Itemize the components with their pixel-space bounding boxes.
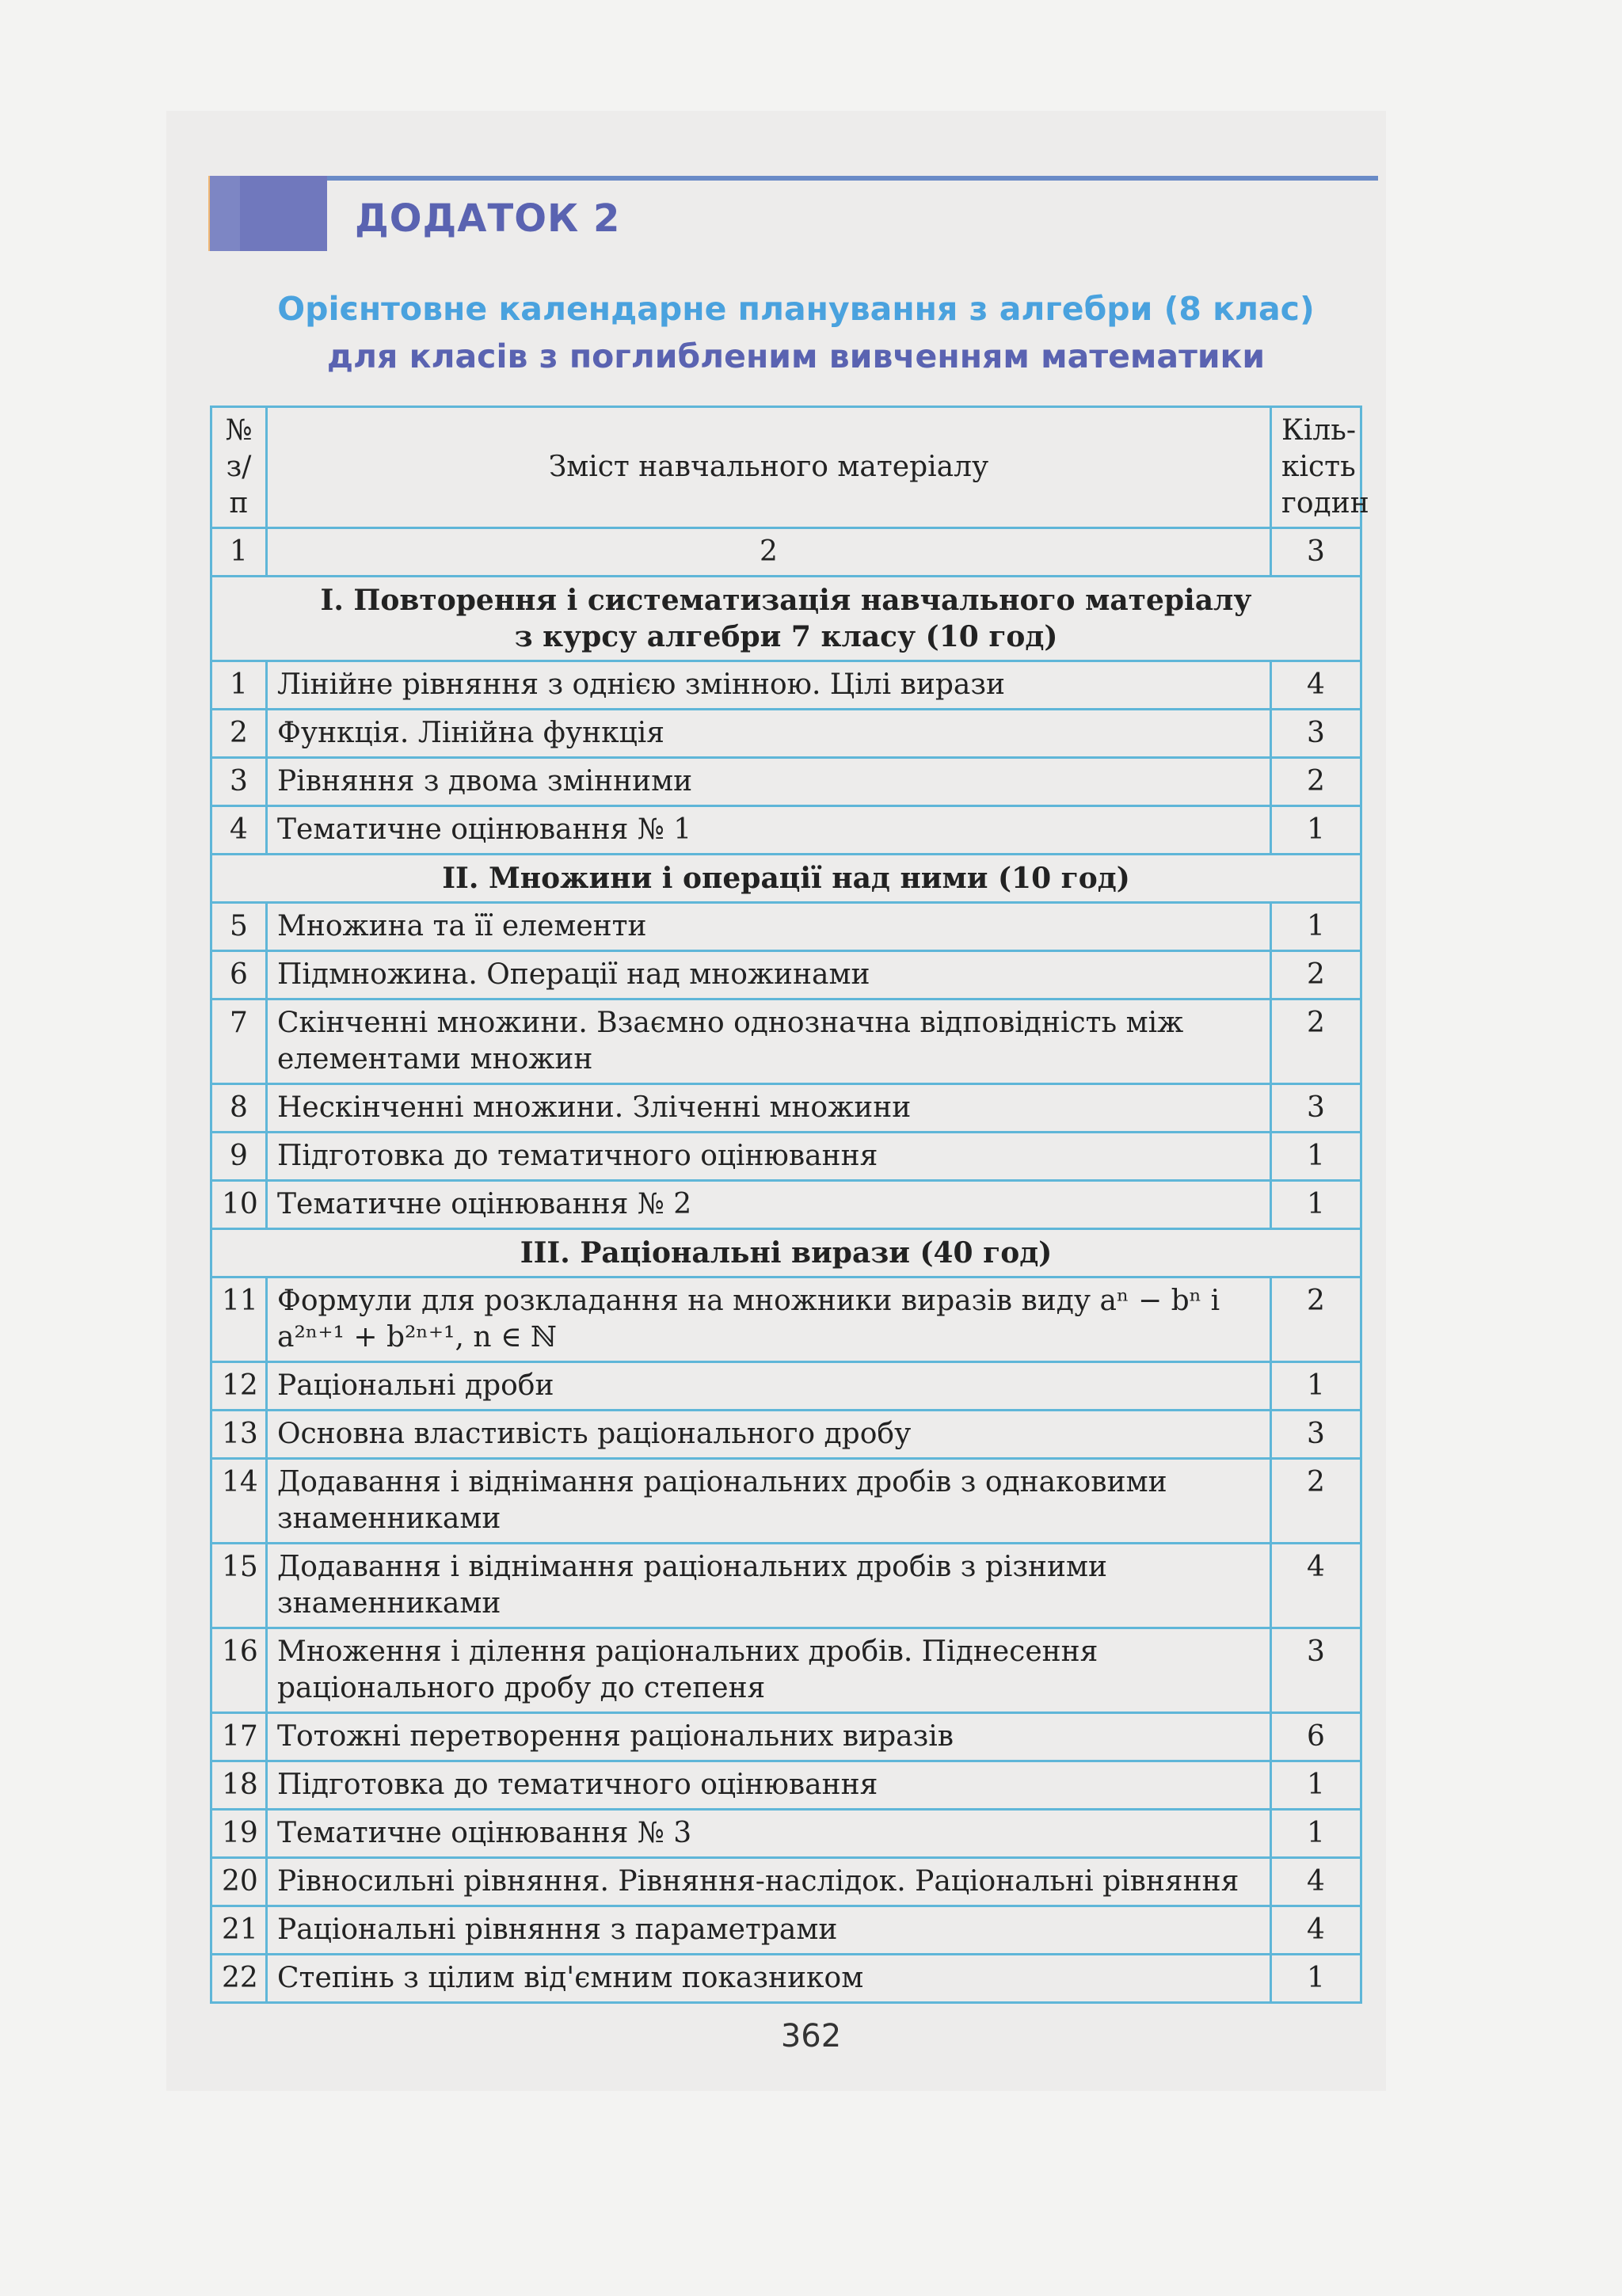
- lesson-hours: 2: [1271, 1000, 1361, 1084]
- lesson-hours: 6: [1271, 1713, 1361, 1761]
- table-row: [211, 1411, 1361, 1459]
- lesson-topic: Множина та її елементи: [267, 903, 1271, 951]
- lesson-hours: 3: [1271, 1628, 1361, 1713]
- page-title: [210, 285, 1382, 380]
- lesson-number: 6: [211, 951, 267, 1000]
- lesson-number: 5: [211, 903, 267, 951]
- lesson-number: 4: [211, 806, 267, 855]
- section-title: [211, 855, 1361, 903]
- table-row: [211, 758, 1361, 806]
- lesson-topic: Скінченні множини. Взаємно однозначна відповідність між елементами множин: [267, 1000, 1271, 1084]
- lesson-hours: 1: [1271, 1761, 1361, 1810]
- lesson-topic: Тематичне оцінювання № 1: [267, 806, 1271, 855]
- table-row: [211, 903, 1361, 951]
- lesson-topic: Лінійне рівняння з однією змінною. Цілі вирази: [267, 661, 1271, 710]
- lesson-hours: 1: [1271, 1181, 1361, 1229]
- table-row: [211, 1362, 1361, 1411]
- lesson-topic: Підготовка до тематичного оцінювання: [267, 1133, 1271, 1181]
- lesson-hours: 3: [1271, 1084, 1361, 1133]
- header-num-line: з/п: [226, 451, 252, 520]
- lesson-topic: Раціональні рівняння з параметрами: [267, 1906, 1271, 1955]
- lesson-number: 7: [211, 1000, 267, 1084]
- column-number: 1: [211, 528, 267, 577]
- lesson-hours: 1: [1271, 1810, 1361, 1858]
- section-row: [211, 1229, 1361, 1277]
- lesson-number: 14: [211, 1459, 267, 1544]
- page-title-line-1: Орієнтовне календарне планування з алгебри (8 клас): [277, 290, 1315, 328]
- lesson-topic: Основна властивість раціонального дробу: [267, 1411, 1271, 1459]
- lesson-topic: Тематичне оцінювання № 2: [267, 1181, 1271, 1229]
- lesson-number: 21: [211, 1906, 267, 1955]
- lesson-topic: Додавання і віднімання раціональних дробів з однаковими знаменниками: [267, 1459, 1271, 1544]
- section-title: [211, 577, 1361, 661]
- section-title-line: з курсу алгебри 7 класу (10 год): [514, 620, 1058, 653]
- section-row: [211, 577, 1361, 661]
- lesson-hours: 2: [1271, 758, 1361, 806]
- table-row: [211, 1181, 1361, 1229]
- lesson-hours: 3: [1271, 710, 1361, 758]
- section-row: [211, 855, 1361, 903]
- lesson-hours: 2: [1271, 951, 1361, 1000]
- lesson-hours: 1: [1271, 1133, 1361, 1181]
- lesson-number: 1: [211, 661, 267, 710]
- lesson-number: 8: [211, 1084, 267, 1133]
- lesson-topic: Рівняння з двома змінними: [267, 758, 1271, 806]
- lesson-hours: 4: [1271, 1858, 1361, 1906]
- lesson-topic: Степінь з цілим від'ємним показником: [267, 1955, 1271, 2003]
- lesson-topic: Множення і ділення раціональних дробів. Піднесення раціонального дробу до степеня: [267, 1628, 1271, 1713]
- lesson-hours: 2: [1271, 1277, 1361, 1362]
- lesson-topic: Рівносильні рівняння. Рівняння-наслідок. Раціональні рівняння: [267, 1858, 1271, 1906]
- lesson-hours: 2: [1271, 1459, 1361, 1544]
- table-row: [211, 710, 1361, 758]
- lesson-hours: 1: [1271, 903, 1361, 951]
- lesson-topic: Тематичне оцінювання № 3: [267, 1810, 1271, 1858]
- lesson-number: 22: [211, 1955, 267, 2003]
- lesson-topic: Формули для розкладання на множники виразів виду aⁿ − bⁿ і a²ⁿ⁺¹ + b²ⁿ⁺¹, n ∈ ℕ: [267, 1277, 1271, 1362]
- table-row: [211, 1133, 1361, 1181]
- lesson-number: 15: [211, 1544, 267, 1628]
- table-row: [211, 1955, 1361, 2003]
- section-title-line: I. Повторення і систематизація навчального матеріалу: [320, 584, 1252, 617]
- lesson-number: 17: [211, 1713, 267, 1761]
- lesson-number: 13: [211, 1411, 267, 1459]
- lesson-topic: Раціональні дроби: [267, 1362, 1271, 1411]
- lesson-number: 18: [211, 1761, 267, 1810]
- table-header-row: [211, 407, 1361, 528]
- table-row: [211, 661, 1361, 710]
- lesson-topic: Функція. Лінійна функція: [267, 710, 1271, 758]
- lesson-hours: 1: [1271, 1362, 1361, 1411]
- lesson-topic: Тотожні перетворення раціональних виразів: [267, 1713, 1271, 1761]
- section-title-line: III. Раціональні вирази (40 год): [520, 1236, 1053, 1270]
- lesson-hours: 1: [1271, 1955, 1361, 2003]
- lesson-hours: 3: [1271, 1411, 1361, 1459]
- lesson-topic: Підмножина. Операції над множинами: [267, 951, 1271, 1000]
- table-row: [211, 1810, 1361, 1858]
- table-row: [211, 1761, 1361, 1810]
- header-hours: [1271, 407, 1369, 528]
- lesson-hours: 1: [1271, 806, 1361, 855]
- table-row: [211, 1858, 1361, 1906]
- table-row: [211, 1713, 1361, 1761]
- lesson-number: 9: [211, 1133, 267, 1181]
- lesson-number: 16: [211, 1628, 267, 1713]
- page-number: 362: [780, 2018, 842, 2054]
- page-title-line-2: для класів з поглибленим вивченням математики: [326, 337, 1266, 375]
- table-row: [211, 1277, 1361, 1362]
- table-row: [211, 1459, 1361, 1544]
- table-row: [211, 1628, 1361, 1713]
- plan-table: [210, 406, 1369, 2004]
- lesson-number: 11: [211, 1277, 267, 1362]
- header-hours-line: годин: [1281, 487, 1369, 520]
- table-row: [211, 1084, 1361, 1133]
- lesson-number: 10: [211, 1181, 267, 1229]
- lesson-number: 2: [211, 710, 267, 758]
- header-num: [211, 407, 267, 528]
- table-row: [211, 806, 1361, 855]
- appendix-heading: ДОДАТОК 2: [355, 196, 621, 241]
- table-row: [211, 1544, 1361, 1628]
- column-number-row: [211, 528, 1361, 577]
- table-row: [211, 1000, 1361, 1084]
- table-row: [211, 1906, 1361, 1955]
- lesson-hours: 4: [1271, 1906, 1361, 1955]
- column-number: 2: [267, 528, 1271, 577]
- lesson-number: 20: [211, 1858, 267, 1906]
- lesson-topic: Додавання і віднімання раціональних дробів з різними знаменниками: [267, 1544, 1271, 1628]
- header-rule: [327, 176, 1378, 181]
- lesson-number: 19: [211, 1810, 267, 1858]
- section-title-line: II. Множини і операції над ними (10 год): [442, 862, 1130, 895]
- header-block-dark: [240, 176, 327, 251]
- table-row: [211, 951, 1361, 1000]
- lesson-topic: Підготовка до тематичного оцінювання: [267, 1761, 1271, 1810]
- header-content: Зміст навчального матеріалу: [267, 407, 1271, 528]
- header-hours-line: кість: [1281, 451, 1356, 483]
- section-title: [211, 1229, 1361, 1277]
- header-num-line: №: [225, 414, 253, 447]
- lesson-hours: 4: [1271, 661, 1361, 710]
- lesson-number: 3: [211, 758, 267, 806]
- lesson-number: 12: [211, 1362, 267, 1411]
- lesson-topic: Нескінченні множини. Зліченні множини: [267, 1084, 1271, 1133]
- lesson-hours: 4: [1271, 1544, 1361, 1628]
- header-hours-line: Кіль-: [1281, 414, 1357, 447]
- column-number: 3: [1271, 528, 1361, 577]
